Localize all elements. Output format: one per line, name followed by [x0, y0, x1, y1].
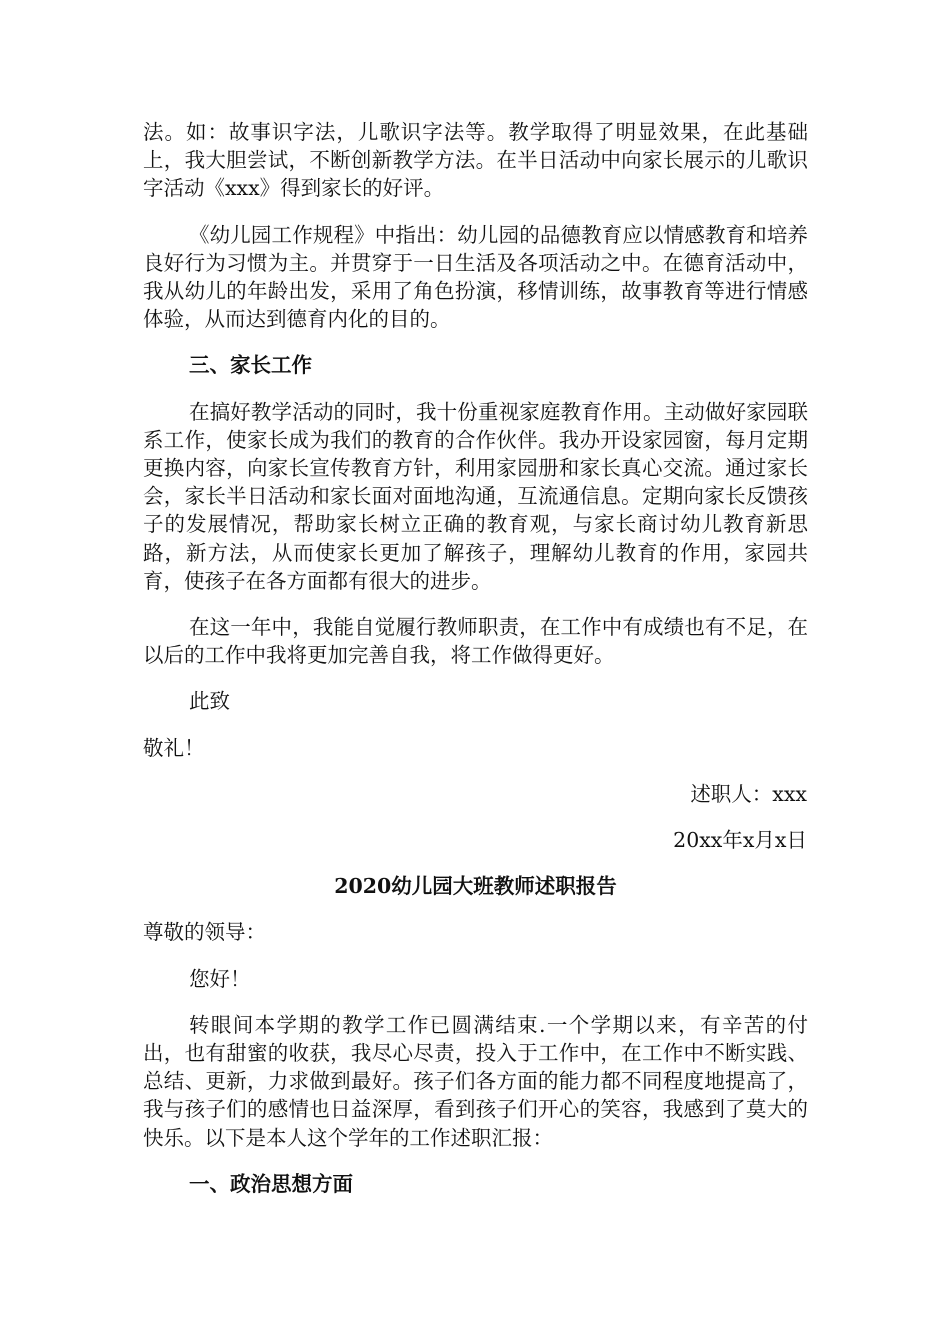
paragraph-semester-intro: 转眼间本学期的教学工作已圆满结束.一个学期以来，有辛苦的付出，也有甜蜜的收获，我尽心尽责，投入于工作中，在工作中不断实践、总结、更新，力求做到最好。孩子们各方面的能力都不同程度地提高了，我与孩子们的感情也日益深厚，看到孩子们开心的笑容，我感到了莫大的快乐。以下是本人这个学年的工作述职汇报：: [143, 1012, 808, 1150]
closing-regards: 此致: [189, 689, 230, 714]
paragraph-parent-work: 在搞好教学活动的同时，我十份重视家庭教育作用。主动做好家园联系工作，使家长成为我们的教育的合作伙伴。我办开设家园窗，每月定期更换内容，向家长宣传教育方针，利用家园册和家长真心交流。通过家长会，家长半日活动和家长面对面地沟通，互流通信息。定期向家长反馈孩子的发展情况，帮助家长树立正确的教育观，与家长商讨幼儿教育新思路，新方法，从而使家长更加了解孩子，理解幼儿教育的作用，家园共育，使孩子在各方面都有很大的进步。: [143, 399, 808, 593]
paragraph-literacy-methods: 法。如：故事识字法，儿歌识字法等。教学取得了明显效果，在此基础上，我大胆尝试，不断创新教学方法。在半日活动中向家长展示的儿歌识字活动《xxx》得到家长的好评。: [143, 120, 808, 201]
closing-salute: 敬礼！: [143, 735, 205, 760]
paragraph-year-summary: 在这一年中，我能自觉履行教师职责，在工作中有成绩也有不足，在以后的工作中我将更加完善自我，将工作做得更好。: [143, 615, 808, 668]
document-body: [143, 118, 808, 1198]
salutation: 尊敬的领导：: [143, 920, 266, 945]
signature-line: 述职人：xxx: [690, 781, 807, 806]
section-heading-political-thought: 一、政治思想方面: [189, 1171, 353, 1196]
section-heading-parent-work: 三、家长工作: [189, 353, 312, 378]
paragraph-moral-education: 《幼儿园工作规程》中指出：幼儿园的品德教育应以情感教育和培养良好行为习惯为主。并贯穿于一日生活及各项活动之中。在德育活动中，我从幼儿的年龄出发，采用了角色扮演，移情训练，故事教育等进行情感体验，从而达到德育内化的目的。: [143, 222, 808, 332]
report-title: 2020幼儿园大班教师述职报告: [334, 874, 617, 899]
date-line: 20xx年x月x日: [673, 828, 807, 853]
greeting: 您好！: [189, 966, 251, 991]
